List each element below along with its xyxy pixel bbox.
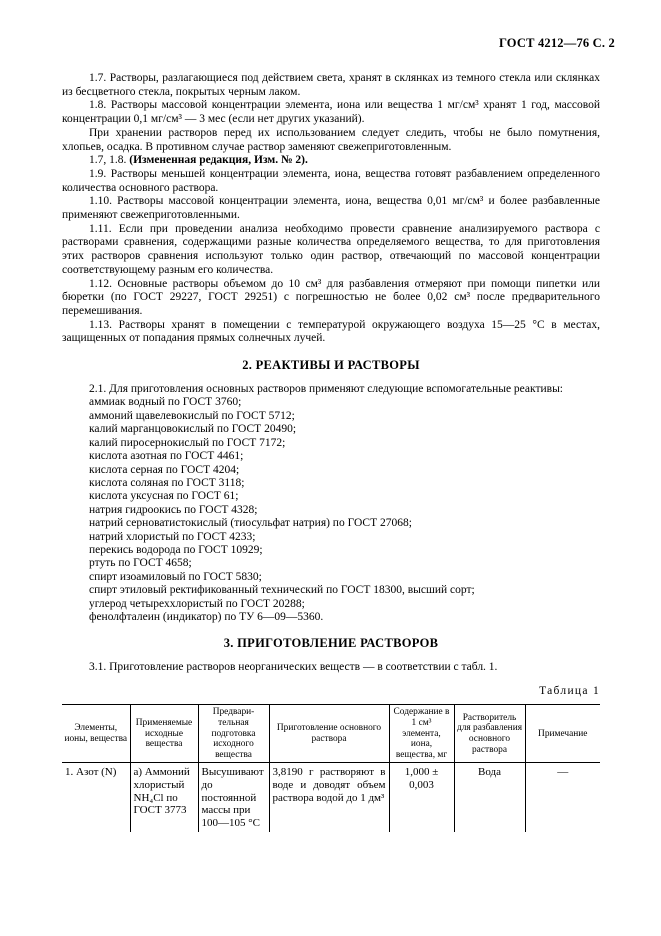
cell-solvent: Вода	[454, 763, 525, 832]
list-item: кислота уксусная по ГОСТ 61;	[89, 490, 239, 503]
list-item: спирт этиловый ректификованный технический по ГОСТ 18300, высший сорт;	[89, 584, 475, 597]
section-3-intro: 3.1. Приготовление растворов неорганических веществ — в соответствии с табл. 1.	[89, 661, 498, 674]
cell-element: 1. Азот (N)	[62, 763, 130, 832]
section-2-title: 2. РЕАКТИВЫ И РАСТВОРЫ	[242, 358, 420, 373]
paragraph-1-8: 1.8. Растворы массовой концентрации элемента, иона или вещества 1 мг/см³ хранят 1 год, массовой концентрации 0,1 мг/см³ — 3 мес (если нет других указаний).	[62, 99, 600, 126]
list-item: натрий серноватистокислый (тиосульфат натрия) по ГОСТ 27068;	[89, 517, 412, 530]
reagent-list	[62, 396, 600, 624]
header-cell-content: Содержание в 1 см³ элемента, иона, вещества, мг	[389, 705, 454, 763]
table-label: Таблица 1	[539, 684, 600, 697]
amendment-prefix: 1.7, 1.8.	[89, 154, 127, 167]
header-cell-elements: Элементы, ионы, вещества	[62, 705, 130, 763]
section-2-intro: 2.1. Для приготовления основных растворов применяют следующие вспомогательные реактивы:	[89, 382, 563, 395]
header-cell-prep: Предвари- тельная подготовка исходного вещества	[198, 705, 269, 763]
cell-method: 3,8190 г растворяют в воде и доводят объем раствора водой до 1 дм³	[269, 763, 389, 832]
paragraph-1-13: 1.13. Растворы хранят в помещении с температурой окружающего воздуха 15—25 °С в местах, защищенных от попадания прямых солнечных лучей.	[62, 318, 600, 345]
list-item: аммоний щавелевокислый по ГОСТ 5712;	[89, 409, 295, 422]
document-body	[62, 72, 600, 832]
cell-prep: Высушивают до постоянной массы при 100—105 °С	[198, 763, 269, 832]
list-item: натрия гидроокись по ГОСТ 4328;	[89, 503, 258, 516]
list-item: аммиак водный по ГОСТ 3760;	[89, 396, 242, 409]
cell-note: —	[525, 763, 600, 832]
amendment-text: (Измененная редакция, Изм. № 2).	[129, 154, 308, 167]
list-item: углерод четыреххлористый по ГОСТ 20288;	[89, 597, 305, 610]
paragraph-1-10: 1.10. Растворы массовой концентрации элемента, иона, вещества 0,01 мг/см³ и более разбавленные применяют свежеприготовленными.	[62, 195, 600, 222]
amendment-note	[62, 154, 600, 168]
cell-source: а) Аммоний хлористый NH₄Cl по ГОСТ 3773	[130, 763, 198, 832]
page-header: ГОСТ 4212—76 С. 2	[498, 36, 615, 50]
header-cell-note: Примечание	[525, 705, 600, 763]
list-item: перекись водорода по ГОСТ 10929;	[89, 543, 263, 556]
list-item: кислота азотная по ГОСТ 4461;	[89, 450, 244, 463]
list-item: калий пиросернокислый по ГОСТ 7172;	[89, 436, 286, 449]
table-header-row	[62, 705, 600, 763]
list-item: спирт изоамиловый по ГОСТ 5830;	[89, 570, 262, 583]
cell-content: 1,000 ± 0,003	[389, 763, 454, 832]
header-cell-method: Приготовление основного раствора	[269, 705, 389, 763]
paragraph-storage: При хранении растворов перед их использованием следует следить, чтобы не было помутнения, хлопьев, осадка. В противном случае раствор заменяют свежеприготовленным.	[62, 126, 600, 153]
section-3-title: 3. ПРИГОТОВЛЕНИЕ РАСТВОРОВ	[223, 636, 439, 651]
header-cell-source: Применяемые исходные вещества	[130, 705, 198, 763]
preparation-table	[62, 704, 600, 832]
header-cell-solvent: Растворитель для разбавления основного раствора	[454, 705, 525, 763]
paragraph-1-7: 1.7. Растворы, разлагающиеся под действием света, хранят в склянках из темного стекла или склянках из бесцветного стекла, покрытых черным лаком.	[62, 72, 600, 98]
paragraph-1-11: 1.11. Если при проведении анализа необходимо провести сравнение анализируемого раствора с растворами сравнения, содержащими разные количества определяемого вещества, то для приготовления этих растворов сравнения используют только один раствор, отвечающий по массовой концентрации соответствующему разным его количества.	[62, 222, 600, 276]
list-item: кислота серная по ГОСТ 4204;	[89, 463, 240, 476]
list-item: натрий хлористый по ГОСТ 4233;	[89, 530, 256, 543]
list-item: фенолфталеин (индикатор) по ТУ 6—09—5360.	[89, 610, 324, 623]
list-item: ртуть по ГОСТ 4658;	[89, 557, 192, 570]
list-item: кислота соляная по ГОСТ 3118;	[89, 476, 245, 489]
paragraph-1-9: 1.9. Растворы меньшей концентрации элемента, иона, вещества готовят разбавлением определенного количества основного раствора.	[62, 167, 600, 194]
list-item: калий марганцовокислый по ГОСТ 20490;	[89, 423, 297, 436]
paragraph-1-12: 1.12. Основные растворы объемом до 10 см³ для разбавления отмеряют при помощи пипетки или бюретки (по ГОСТ 29227, ГОСТ 29251) с погрешностью не более 0,02 см³ после предварительного перемешивания.	[62, 277, 600, 317]
table-row	[62, 763, 600, 832]
